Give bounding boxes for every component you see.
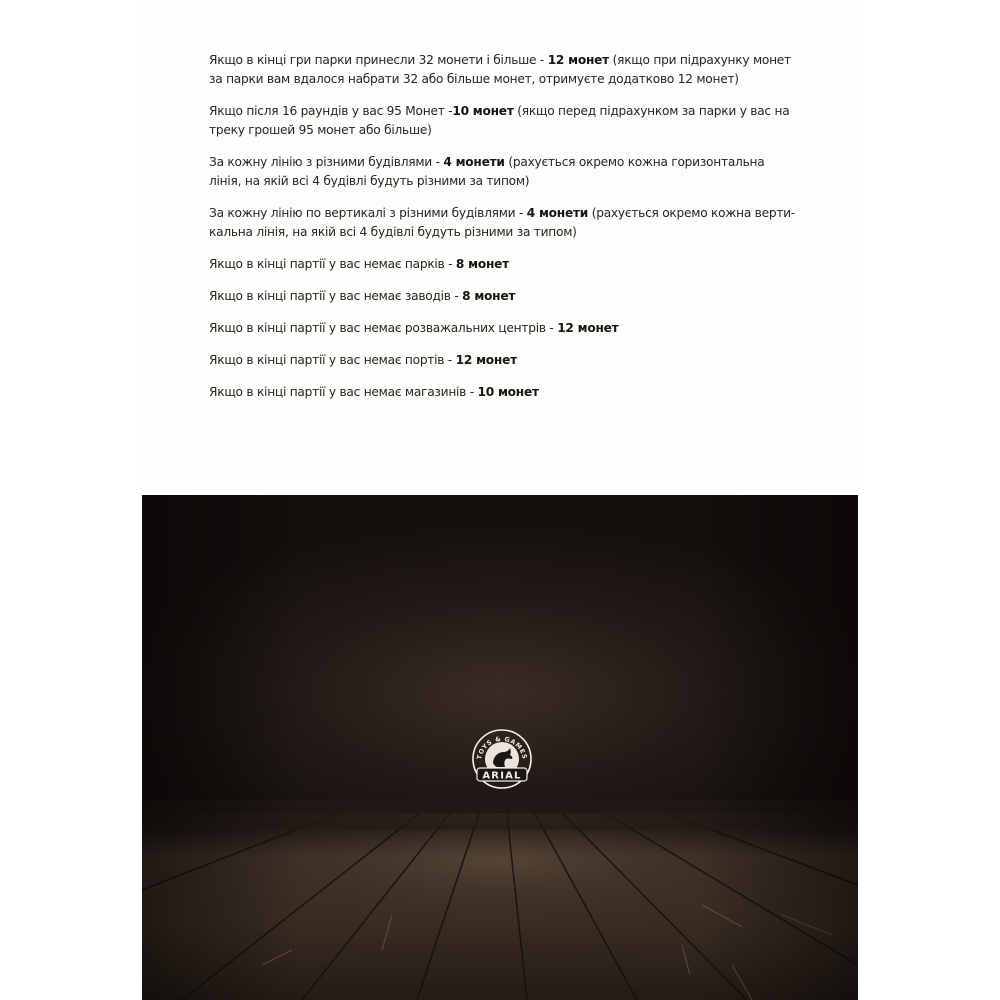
rule-item: За кожну лінію по вертикалі з різними будівлями - 4 монети (рахується окремо кожна верти-кальна лінія, на якій всі 4 будівлі будуть різними за типом) [209,206,795,239]
logo-brand-text: ARIAL [482,770,522,782]
logo-arc-text: TOYS & GAMES [476,735,528,761]
rule-item: За кожну лінію з різними будівлями - 4 монети (рахується окремо кожна горизонтальна лінія, на якій всі 4 будівлі будуть різними за типом) [209,155,765,188]
rule-item: Якщо в кінці партії у вас немає розважальних центрів - 12 монет [209,321,619,335]
rule-item: Якщо в кінці партії у вас немає заводів - 8 монет [209,289,516,303]
rule-item: Якщо в кінці партії у вас немає магазинів - 10 монет [209,385,539,399]
arial-toys-games-logo [471,728,533,790]
rule-item: Якщо після 16 раундів у вас 95 Монет -10 монет (якщо перед підрахунком за парки у вас на треку грошей 95 монет або більше) [209,104,790,137]
rule-item: Якщо в кінці партії у вас немає парків - 8 монет [209,257,509,271]
rule-item: Якщо в кінці партії у вас немає портів - 12 монет [209,353,517,367]
scoring-rules-list [209,51,799,415]
rule-item: Якщо в кінці гри парки принесли 32 монети і більше - 12 монет (якщо при підрахунку монет за парки вам вдалося набрати 32 або більше монет, отримуєте додатково 12 монет) [209,53,791,86]
